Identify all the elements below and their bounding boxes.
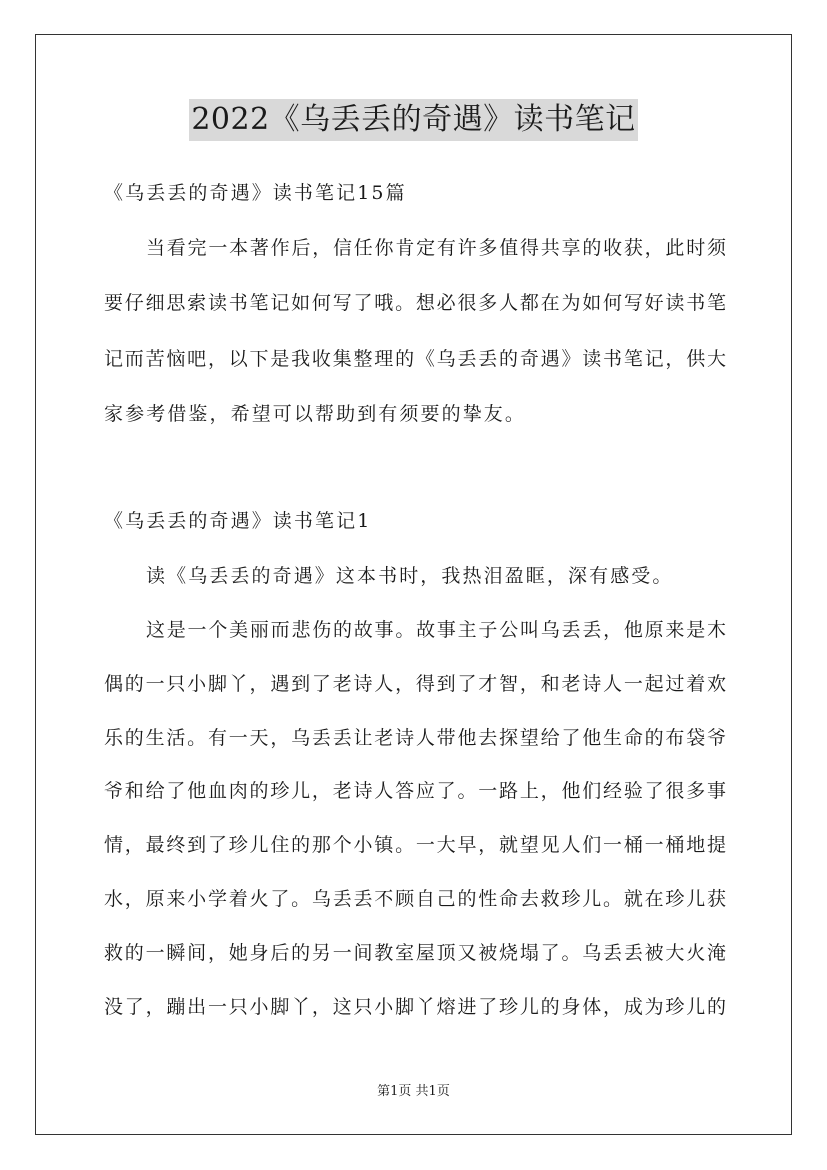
section-paragraph-line: 情，最终到了珍儿住的那个小镇。一大早，就望见人们一桶一桶地提	[104, 834, 726, 856]
section-paragraph-line: 救的一瞬间，她身后的另一间教室屋顶又被烧塌了。乌丢丢被大火淹	[104, 942, 726, 964]
page-number: 第1页 共1页	[377, 1084, 450, 1099]
section-paragraph-line: 爷和给了他血肉的珍儿，老诗人答应了。一路上，他们经验了很多事	[104, 780, 726, 802]
section-paragraph-line: 这是一个美丽而悲伤的故事。故事主子公叫乌丢丢，他原来是木	[146, 619, 726, 641]
intro-paragraph-line: 要仔细思索读书笔记如何写了哦。想必很多人都在为如何写好读书笔	[104, 292, 726, 314]
section-paragraph-line: 没了，蹦出一只小脚丫，这只小脚丫熔进了珍儿的身体，成为珍儿的	[104, 996, 726, 1018]
intro-paragraph-line: 当看完一本著作后，信任你肯定有许多值得共享的收获，此时须	[146, 237, 726, 259]
document-subtitle: 《乌丢丢的奇遇》读书笔记15篇	[104, 182, 407, 204]
section-paragraph-line: 读《乌丢丢的奇遇》这本书时，我热泪盈眶，深有感受。	[146, 565, 674, 587]
intro-paragraph-line: 家参考借鉴，希望可以帮助到有须要的挚友。	[104, 403, 527, 425]
intro-paragraph-line: 记而苦恼吧，以下是我收集整理的《乌丢丢的奇遇》读书笔记，供大	[104, 348, 726, 370]
section-paragraph-line: 偶的一只小脚丫，遇到了老诗人，得到了才智，和老诗人一起过着欢	[104, 673, 726, 695]
section-paragraph-line: 乐的生活。有一天，乌丢丢让老诗人带他去探望给了他生命的布袋爷	[104, 727, 726, 749]
section-heading: 《乌丢丢的奇遇》读书笔记1	[104, 510, 372, 532]
document-title: 2022《乌丢丢的奇遇》读书笔记	[189, 99, 637, 141]
section-paragraph-line: 水，原来小学着火了。乌丢丢不顾自己的性命去救珍儿。就在珍儿获	[104, 888, 726, 910]
